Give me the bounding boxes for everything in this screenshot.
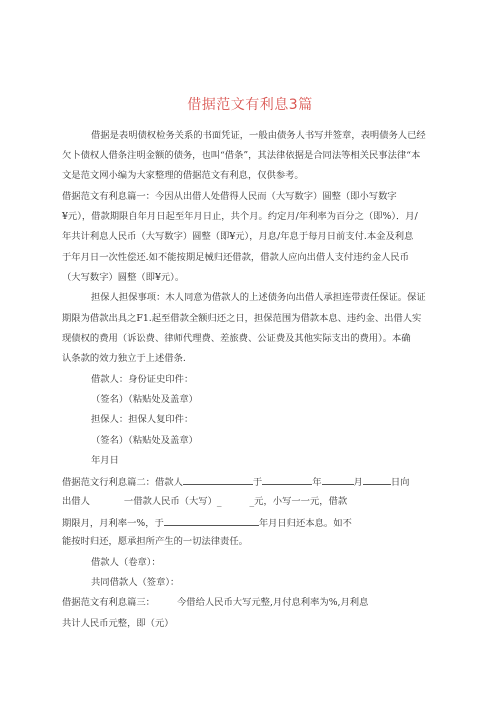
paragraph-line: 文是范文网小编为大家整理的借据范文有利息，仅供参考。 — [62, 170, 304, 181]
blank-field — [164, 516, 259, 526]
paragraph-line: 期限为借款出具之F1.起至借款全额归还之日，担保范围为借款本息、违约金、出借人实 — [62, 313, 422, 324]
p2-text: 期限月，月利率一%，于 — [62, 518, 164, 529]
paragraph-line: 于年月日一次性偿还.如不能按期足械归还借款，借款人应向出借人支付违约金人民币 — [62, 252, 409, 263]
paragraph-line: 担保人担保事项：木人同意为借款人的上述债务向出借人承担连带责任保证。保证 — [91, 292, 426, 303]
p3-text: 借据范文有利息篇三： — [62, 597, 155, 608]
signature-line: 共同借款人（签章）： — [91, 577, 180, 588]
p2-text: 于 — [252, 477, 263, 488]
paragraph-line: 现债权的费用（诉讼费、律师代理费、差旅费、公证费及其他实际支出的费用）。本确 — [62, 333, 411, 344]
p2-text: 日向 — [390, 477, 410, 488]
blank-field — [183, 475, 253, 485]
blank-field — [363, 475, 391, 485]
p2-text: 一借款人民币（大写）_ — [123, 496, 222, 507]
p2-text: 月 — [353, 477, 363, 488]
p3-text: 今借给人民币大写元整,月付息利率为%,月利息 — [176, 597, 369, 608]
paragraph-line: 认条款的效力独立于上述借条. — [62, 353, 186, 364]
p2-text: 年 — [312, 477, 322, 488]
p2-text: 借据范文行利息篇二：借款人 — [62, 477, 183, 488]
blank-field — [262, 475, 312, 485]
date-line: 年月日 — [91, 455, 119, 466]
paragraph-line: 借据是表明债权检务关系的书面凭证，一般由债务人书写并签章，表明债务人已经 — [91, 130, 426, 141]
paragraph-line — [62, 475, 442, 489]
paragraph-line — [62, 597, 442, 609]
paragraph-line: ¥元），借款期限自年月日起至年月日止，共个月。约定月/年利率为百分之（即%）．月/ — [62, 211, 418, 222]
paragraph-line: （大写数字）圆整（即¥元）。 — [62, 272, 185, 283]
p2-text: 年月日归还本息。如不 — [258, 518, 352, 529]
paragraph-line — [62, 516, 442, 530]
signature-line: 借款人：身份证史印件： — [91, 374, 194, 385]
paragraph-line: 借据范文有利息篇一：今因从出借人处借得人民而（大写数字）圆整（即小写数字 — [62, 191, 397, 202]
p2-text: 出借人 — [62, 496, 90, 507]
signature-line: 担保人：担保人复印件： — [91, 414, 194, 425]
paragraph-line: 能按时归还，愿承担所产生的一切法律责任。 — [62, 536, 248, 547]
signature-line: 借款人（卷章）： — [91, 557, 161, 568]
paragraph-line: 共计人民币元整，即（元） — [62, 618, 174, 629]
p2-text: _元，小写一一元，借款 — [249, 496, 348, 507]
signature-line: （签名）（粘贴处及盖章） — [91, 435, 198, 446]
paragraph-line: 年共计利息人民币（大写数字）圆整（即¥元），月息/年息于每月日前支付.本金及利息 — [62, 231, 414, 242]
paragraph-line — [62, 496, 442, 508]
blank-field — [322, 475, 354, 485]
document-title: 借据范文有利息3篇 — [187, 97, 313, 113]
paragraph-line: 欠卜债权人借条注明金额的债务，也叫“借条”，其法律依据是合同法等相关民事法律“本 — [62, 150, 421, 161]
signature-line: （签名）（粘贴处及盖章） — [91, 394, 198, 405]
